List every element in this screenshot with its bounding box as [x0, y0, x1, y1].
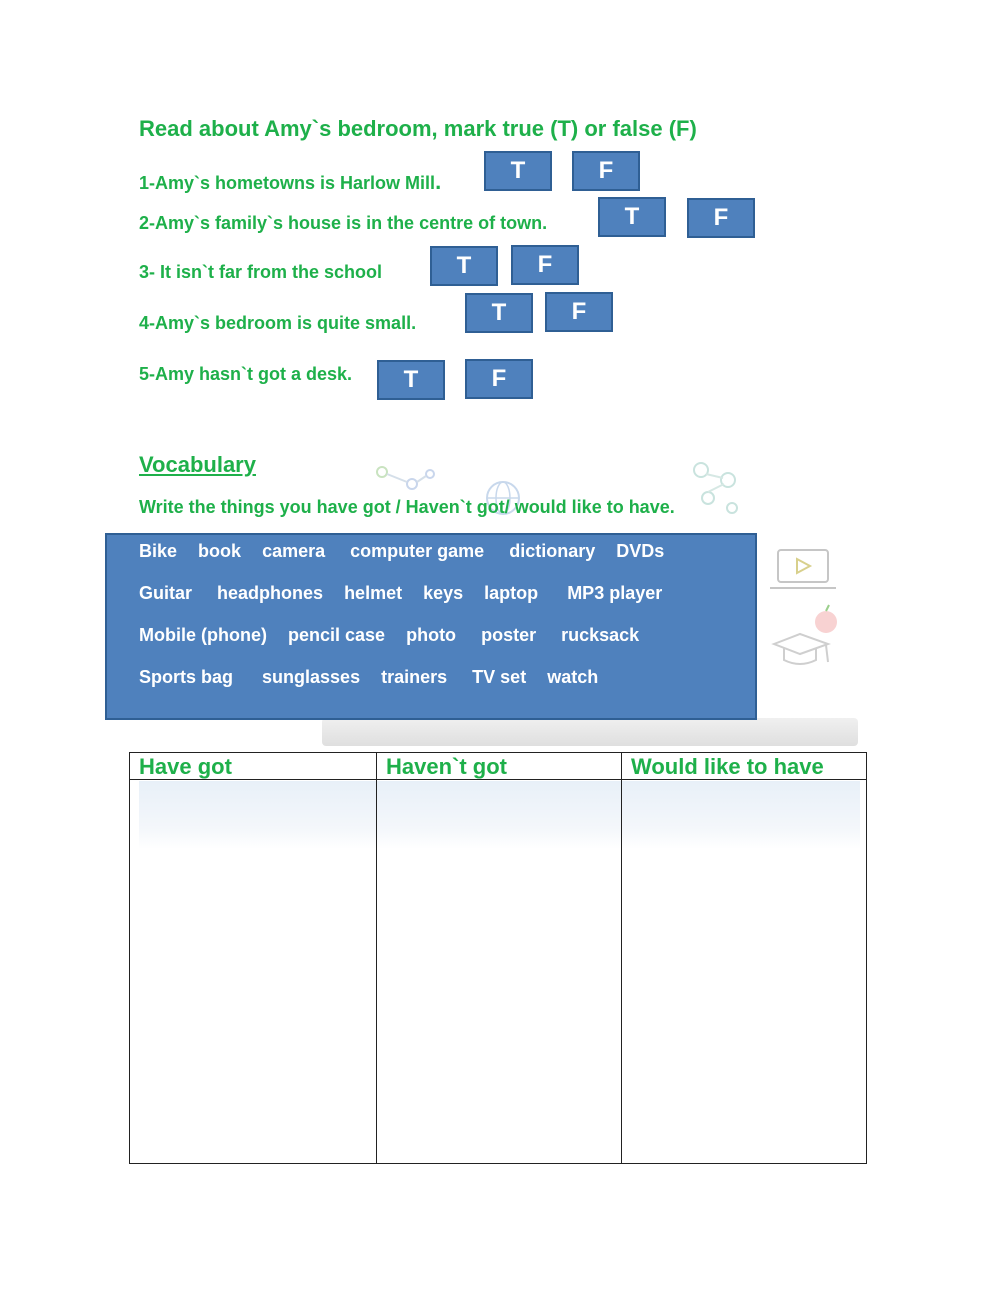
false-button-4[interactable]: F — [545, 292, 613, 332]
answer-table — [129, 752, 867, 1164]
word: helmet — [344, 583, 403, 603]
word: poster — [481, 625, 537, 645]
word: Bike — [139, 541, 178, 561]
word: laptop — [484, 583, 539, 603]
word: DVDs — [616, 541, 665, 561]
word: headphones — [217, 583, 324, 603]
question-5: 5-Amy hasn`t got a desk. — [139, 364, 353, 384]
word: Mobile (phone) — [139, 625, 267, 645]
vocabulary-instruction: Write the things you have got / Haven`t got/ would like to have. — [139, 497, 675, 517]
column-header: Would like to have — [622, 753, 867, 780]
graduation-cap-icon — [770, 630, 836, 674]
true-button-3[interactable]: T — [430, 246, 498, 286]
true-button-5[interactable]: T — [377, 360, 445, 400]
word: book — [198, 541, 242, 561]
column-header: Haven`t got — [377, 753, 621, 780]
vocabulary-heading: Vocabulary — [139, 452, 256, 477]
word: rucksack — [561, 625, 640, 645]
word-row-4 — [139, 667, 614, 688]
question-4: 4-Amy`s bedroom is quite small. — [139, 313, 417, 333]
question-2: 2-Amy`s family`s house is in the centre of town. — [139, 213, 548, 233]
word: TV set — [472, 667, 527, 687]
word: trainers — [381, 667, 448, 687]
question-1-end: . — [435, 169, 442, 194]
column-header: Have got — [130, 753, 376, 780]
word: Sports bag — [139, 667, 234, 687]
network-icon — [372, 462, 442, 498]
column-have-got — [130, 753, 376, 1163]
word: computer game — [350, 541, 485, 561]
laptop-icon — [768, 546, 838, 594]
word: watch — [547, 667, 599, 687]
network-icon — [686, 458, 746, 528]
true-button-2[interactable]: T — [598, 197, 666, 237]
true-button-4[interactable]: T — [465, 293, 533, 333]
word-row-2 — [139, 583, 678, 604]
word: keys — [423, 583, 464, 603]
question-1 — [139, 169, 441, 195]
word-row-1 — [139, 541, 680, 562]
word-row-3 — [139, 625, 655, 646]
word-bank — [105, 533, 757, 720]
word: pencil case — [288, 625, 386, 645]
false-button-5[interactable]: F — [465, 359, 533, 399]
word: dictionary — [509, 541, 596, 561]
word: sunglasses — [262, 667, 361, 687]
question-1-text: 1-Amy`s hometowns is Harlow Mill — [139, 173, 436, 193]
false-button-2[interactable]: F — [687, 198, 755, 238]
word: Guitar — [139, 583, 193, 603]
word: camera — [262, 541, 326, 561]
tablet-shadow — [322, 718, 858, 746]
question-3: 3- It isn`t far from the school — [139, 262, 383, 282]
false-button-3[interactable]: F — [511, 245, 579, 285]
title: Read about Amy`s bedroom, mark true (T) or false (F) — [139, 116, 697, 141]
column-havent-got — [376, 753, 622, 1163]
word: photo — [406, 625, 457, 645]
column-would-like — [622, 753, 867, 1163]
word: MP3 player — [567, 583, 663, 603]
true-button-1[interactable]: T — [484, 151, 552, 191]
false-button-1[interactable]: F — [572, 151, 640, 191]
